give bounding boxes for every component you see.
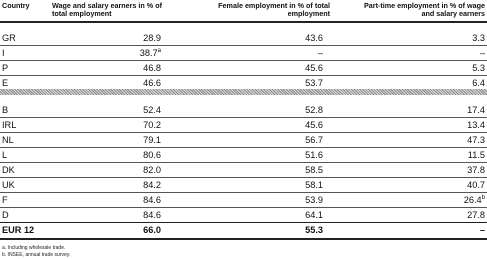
country-cell: D	[2, 210, 9, 220]
female-employment-cell: 45.6	[305, 63, 323, 73]
country-cell: B	[2, 105, 9, 115]
table-row	[0, 118, 487, 132]
wage-salary-cell: 70.2	[143, 120, 161, 130]
female-employment-cell: 52.8	[305, 105, 323, 115]
country-cell: F	[2, 195, 8, 205]
female-employment-cell: 58.5	[305, 165, 323, 175]
wage-salary-cell: 84.6	[143, 195, 161, 205]
female-employment-cell: 55.3	[305, 225, 323, 235]
country-cell: P	[2, 63, 9, 73]
part-time-cell: 13.4	[467, 120, 485, 130]
wage-salary-cell: 66.0	[143, 225, 161, 235]
country-cell: DK	[2, 165, 15, 175]
part-time-cell: 5.3	[472, 63, 485, 73]
part-time-cell: –	[479, 48, 485, 58]
country-cell: GR	[2, 33, 16, 43]
part-time-cell: 6.4	[472, 78, 485, 88]
female-employment-cell: 53.7	[305, 78, 323, 88]
wage-salary-cell: 80.6	[143, 150, 161, 160]
female-employment-cell: 43.6	[305, 33, 323, 43]
wage-salary-cell: 84.2	[143, 180, 161, 190]
table-row	[0, 148, 487, 162]
table-row	[0, 178, 487, 192]
table-row	[0, 193, 487, 207]
female-employment-cell: 53.9	[305, 195, 323, 205]
wage-salary-cell: 28.9	[143, 33, 161, 43]
country-cell: EUR 12	[2, 225, 35, 235]
country-cell: IRL	[2, 120, 17, 130]
table-row	[0, 103, 487, 117]
part-time-cell: 3.3	[472, 33, 485, 43]
table-row	[0, 76, 487, 90]
column-header-female-employment: Female employment in % of total employment	[218, 1, 330, 18]
female-employment-cell: –	[317, 48, 323, 58]
wage-salary-cell: 38.7$^a$	[139, 48, 161, 58]
part-time-cell: 17.4	[467, 105, 485, 115]
female-employment-cell: 58.1	[305, 180, 323, 190]
country-cell: UK	[2, 180, 15, 190]
wage-salary-cell: 52.4	[143, 105, 161, 115]
wage-salary-cell: 46.8	[143, 63, 161, 73]
female-employment-cell: 56.7	[305, 135, 323, 145]
part-time-cell: 11.5	[467, 150, 485, 160]
column-header-country: Country	[2, 1, 30, 10]
part-time-cell: 37.8	[467, 165, 485, 175]
footnote-b: b. INSEE, annual trade survey.	[2, 252, 71, 258]
female-employment-cell: 64.1	[305, 210, 323, 220]
part-time-cell: 40.7	[467, 180, 485, 190]
female-employment-cell: 45.6	[305, 120, 323, 130]
wage-salary-cell: 46.6	[143, 78, 161, 88]
column-header-wage-salary: Wage and salary earners in % of total employment	[52, 1, 162, 18]
table-row	[0, 208, 487, 222]
part-time-cell: 47.3	[467, 135, 485, 145]
country-cell: NL	[2, 135, 14, 145]
country-cell: E	[2, 78, 9, 88]
country-cell: I	[2, 48, 5, 58]
female-employment-cell: 51.6	[305, 150, 323, 160]
wage-salary-cell: 84.6	[143, 210, 161, 220]
table-row	[0, 163, 487, 177]
table-row	[0, 46, 487, 60]
table-row	[0, 133, 487, 147]
column-header-part-time: Part-time employment in % of wage and salary earners	[363, 1, 485, 18]
group-separator-band	[0, 89, 487, 95]
part-time-cell: 27.8	[467, 210, 485, 220]
part-time-cell: –	[479, 225, 485, 235]
bottom-rule	[0, 238, 487, 240]
footnote-a: a. Including wholesale trade.	[2, 245, 66, 251]
wage-salary-cell: 79.1	[143, 135, 161, 145]
part-time-cell: 26.4$^b$	[463, 195, 485, 205]
wage-salary-cell: 82.0	[143, 165, 161, 175]
table-row	[0, 61, 487, 75]
header-rule	[0, 21, 487, 23]
country-cell: L	[2, 150, 8, 160]
table-row	[0, 31, 487, 45]
total-row	[0, 223, 487, 237]
